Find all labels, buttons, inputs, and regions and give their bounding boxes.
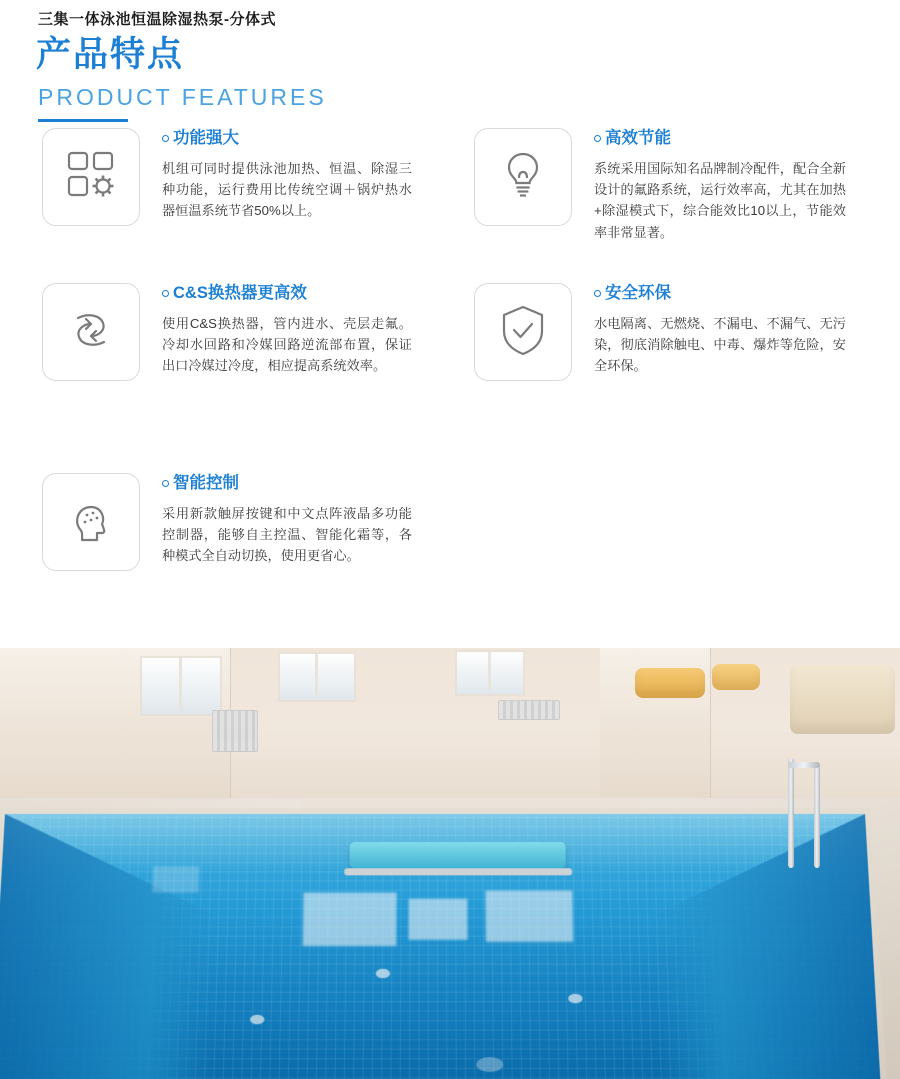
- feature-text: [162, 283, 412, 377]
- document-subtitle: 三集一体泳池恒温除湿热泵-分体式: [38, 11, 276, 28]
- photo-pool-light: [376, 969, 390, 978]
- photo-radiator: [212, 710, 258, 752]
- photo-window: [455, 650, 525, 696]
- feature-text: [162, 473, 412, 567]
- photo-curtain: [712, 664, 760, 690]
- heat-exchange-arrows-icon: [62, 301, 120, 364]
- feature-text: [594, 128, 846, 243]
- feature-title: 高效节能: [594, 130, 846, 147]
- photo-pool-cover: [349, 842, 566, 868]
- smart-head-icon: [63, 492, 119, 553]
- photo-sofa: [790, 666, 895, 734]
- photo-pool-drain: [476, 1057, 503, 1072]
- feature-title: 功能强大: [162, 130, 412, 147]
- photo-pool-ladder: [784, 758, 842, 868]
- squares-gear-icon: [63, 147, 119, 208]
- feature-icon-box: [474, 283, 572, 381]
- photo-pool-water: [0, 814, 881, 1079]
- photo-water-reflection: [486, 891, 574, 942]
- feature-item: [42, 128, 412, 226]
- feature-body: 水电隔离、无燃烧、不漏电、不漏气、无污染，彻底消除触电、中毒、爆炸等危险，安全环保。: [594, 315, 846, 374]
- feature-body: 系统采用国际知名品牌制冷配件，配合全新设计的氟路系统，运行效率高，尤其在加热+除湿模式下，综合能效比10以上，节能效率非常显著。: [594, 160, 846, 240]
- feature-icon-box: [474, 128, 572, 226]
- feature-icon-box: [42, 283, 140, 381]
- feature-item: [42, 283, 412, 381]
- photo-window: [140, 656, 222, 716]
- photo-water-reflection: [152, 866, 199, 892]
- feature-body: 采用新款触屏按键和中文点阵液晶多功能控制器，能够自主控温、智能化霜等，各种模式全自动切换，使用更省心。: [162, 505, 412, 564]
- shield-check-icon: [497, 302, 549, 363]
- feature-item: [42, 473, 412, 571]
- feature-title: 安全环保: [594, 285, 846, 302]
- photo-pool-light: [568, 994, 583, 1003]
- photo-radiator: [498, 700, 560, 720]
- photo-pool-cover-rail: [344, 868, 572, 875]
- feature-body: 机组可同时提供泳池加热、恒温、除湿三种功能，运行费用比传统空调＋锅炉热水器恒温系统节省50%以上。: [162, 160, 412, 219]
- photo-water-reflection: [409, 899, 468, 940]
- pool-photo: [0, 648, 900, 1079]
- photo-pool: [0, 814, 881, 1079]
- photo-wall-panel: [0, 648, 121, 818]
- feature-item: [474, 128, 846, 243]
- page-title-en: PRODUCT FEATURES: [38, 83, 327, 110]
- feature-text: [594, 283, 846, 377]
- page-title: [36, 36, 327, 111]
- feature-icon-box: [42, 128, 140, 226]
- lightbulb-icon: [495, 147, 551, 208]
- feature-title: C&S换热器更高效: [162, 285, 412, 302]
- feature-icon-box: [42, 473, 140, 571]
- photo-curtain: [635, 668, 705, 698]
- page-title-cn: 产品特点: [36, 35, 185, 74]
- feature-title: 智能控制: [162, 475, 412, 492]
- photo-water-reflection: [303, 893, 397, 946]
- title-underline: [38, 119, 128, 122]
- photo-window: [278, 652, 356, 702]
- feature-body: 使用C&S换热器，管内进水、壳层走氟。冷却水回路和冷媒回路逆流部布置，保证出口冷媒过冷度，相应提高系统效率。: [162, 315, 412, 374]
- feature-item: [474, 283, 846, 381]
- feature-text: [162, 128, 412, 222]
